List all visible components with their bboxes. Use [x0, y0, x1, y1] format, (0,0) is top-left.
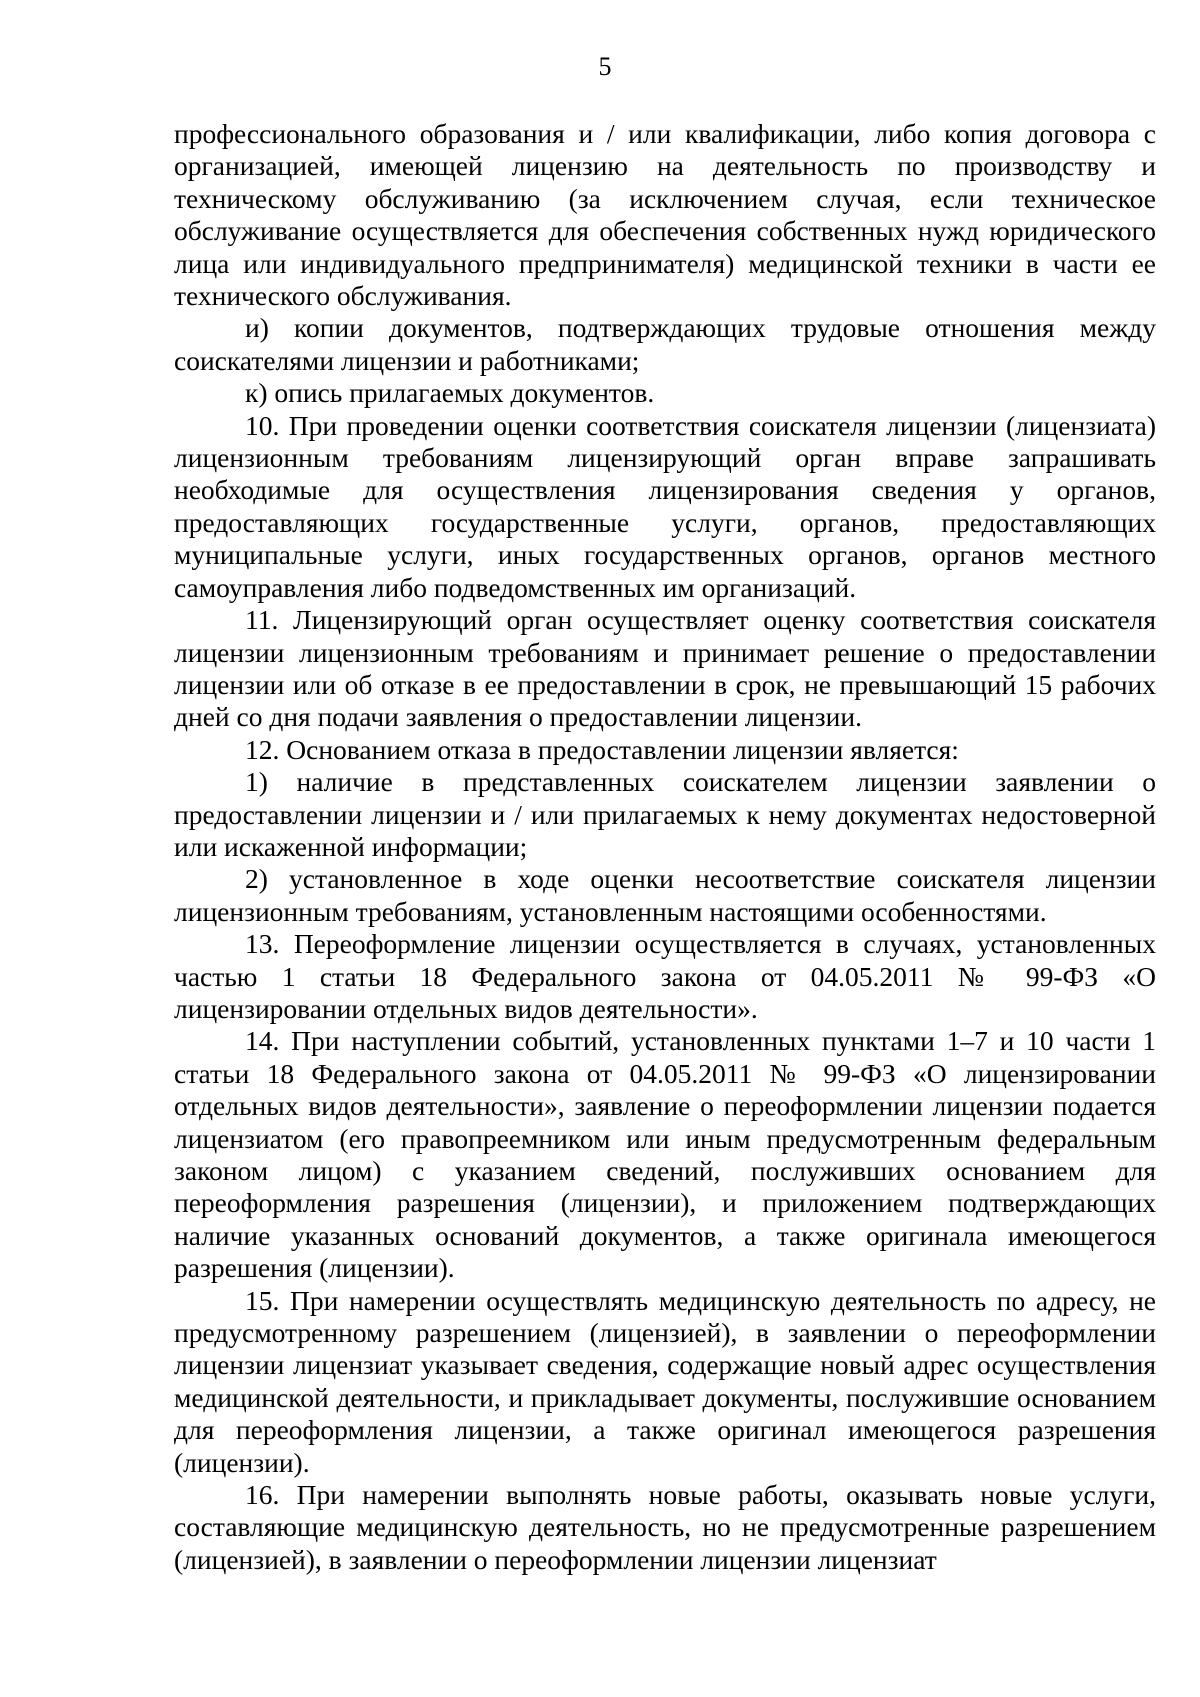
paragraph-clause-12: 12. Основанием отказа в предоставлении лицензии является: — [245, 733, 959, 765]
paragraph-clause-15: 15. При намерении осуществлять медицинскую деятельность по адресу, не предусмотренному разрешением (лицензией), в заявлении о переоформлении лицензии лицензиат указывает сведения, содержащие новый адрес осуществления медицинской деятельности, и прикладывает документы, послужившие основанием для переоформления лицензии, а также оригинал имеющегося разрешения (лицензии). — [174, 1284, 1156, 1478]
paragraph-clause-14: 14. При наступлении событий, установленных пунктами 1–7 и 10 части 1 статьи 18 Федерального закона от 04.05.2011 № 99-ФЗ «О лицензировании отдельных видов деятельности», заявление о переоформлении лицензии подается лицензиатом (его правопреемником или иным предусмотренным федеральным законом лицом) с указанием сведений, послуживших основанием для переоформления разрешения (лицензии), и приложением подтверждающих наличие указанных оснований документов, а также оригинала имеющегося разрешения (лицензии). — [174, 1025, 1156, 1284]
paragraph-clause-11: 11. Лицензирующий орган осуществляет оценку соответствия соискателя лицензии лицензионным требованиям и принимает решение о предоставлении лицензии или об отказе в ее предоставлении в срок, не превышающий 15 рабочих дней со дня подачи заявления о предоставлении лицензии. — [174, 604, 1156, 733]
paragraph-continuation: профессионального образования и / или квалификации, либо копия договора с организацией, имеющей лицензию на деятельность по производству и техническому обслуживанию (за исключением случая, если техническое обслуживание осуществляется для обеспечения собственных нужд юридического лица или индивидуального предпринимателя) медицинской техники в части ее технического обслуживания. — [174, 118, 1156, 312]
paragraph-item-i: и) копии документов, подтверждающих трудовые отношения между соискателями лицензии и работниками; — [174, 312, 1156, 376]
page-number: 5 — [598, 52, 612, 81]
paragraph-clause-12-item-2: 2) установленное в ходе оценки несоответствие соискателя лицензии лицензионным требованиям, установленным настоящими особенностями. — [174, 863, 1156, 927]
paragraph-clause-13: 13. Переоформление лицензии осуществляется в случаях, установленных частью 1 статьи 18 Федерального закона от 04.05.2011 № 99-ФЗ «О лицензировании отдельных видов деятельности». — [174, 928, 1156, 1024]
document-body — [174, 118, 1156, 1576]
paragraph-item-k: к) опись прилагаемых документов. — [245, 377, 655, 409]
paragraph-clause-12-item-1: 1) наличие в представленных соискателем лицензии заявлении о предоставлении лицензии и / или прилагаемых к нему документах недостоверной или искаженной информации; — [174, 766, 1156, 862]
paragraph-clause-10: 10. При проведении оценки соответствия соискателя лицензии (лицензиата) лицензионным требованиям лицензирующий орган вправе запрашивать необходимые для осуществления лицензирования сведения у органов, предоставляющих государственные услуги, органов, предоставляющих муниципальные услуги, иных государственных органов, органов местного самоуправления либо подведомственных им организаций. — [174, 409, 1156, 603]
paragraph-clause-16: 16. При намерении выполнять новые работы, оказывать новые услуги, составляющие медицинскую деятельность, но не предусмотренные разрешением (лицензией), в заявлении о переоформлении лицензии лицензиат — [174, 1479, 1156, 1575]
